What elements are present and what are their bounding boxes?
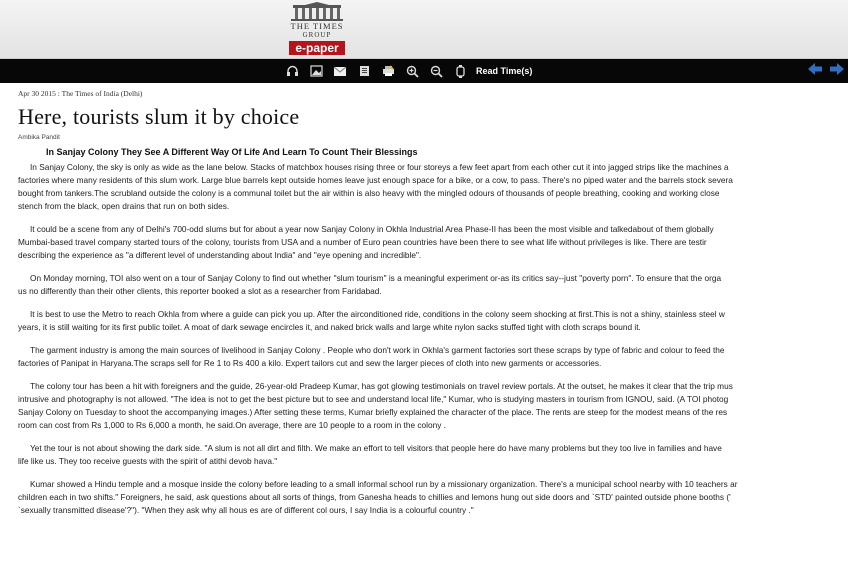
paragraph — [18, 161, 848, 213]
toolbar-icons — [280, 59, 532, 83]
text-line: The colony tour has been a hit with foreigners and the guide, 26-year-old Pradeep Kumar, has got glowing testimonials on travel review portals. At the outset, he makes it clear that the trip mus — [30, 381, 733, 391]
text-line: It could be a scene from any of Delhi's 700-odd slums but for about a year now Sanjay Colony in Okhla Industrial Area Phase-II has been the most visible and talkedabout of them globally — [30, 224, 714, 234]
zoom-out-icon[interactable] — [424, 59, 448, 83]
read-time-label: Read Time(s) — [476, 66, 533, 76]
article-body — [18, 158, 848, 517]
paragraph — [18, 272, 848, 298]
text-line: life like us. They too receive guests with the spirit of atithi devob hava." — [18, 456, 278, 466]
article-subhead: In Sanjay Colony They See A Different Way Of Life And Learn To Count Their Blessings — [46, 147, 418, 157]
print-icon[interactable] — [376, 59, 400, 83]
headphones-icon[interactable] — [280, 59, 304, 83]
text-line: room can cost from Rs 1,000 to Rs 6,000 a month, he said.On average, there are 10 people to a room in the colony . — [18, 420, 446, 430]
text-line: bought from tankers.The scrubland outside the colony is a communal toilet but the air within is also heavy with the mingled odours of thousands of people breathing, cooking and working close — [18, 188, 720, 198]
text-line: children each in two shifts." Foreigners, he said, ask questions about all sorts of things, from Ganesha heads to chillies and lemons hung out side doors and `STD' painted outside phone booths (' — [18, 492, 731, 502]
text-line: factories of Panipat in Haryana.The scraps sell for Re 1 to Rs 400 a kilo. Expert tailors cut and sew the larger pieces of cloth into new garments or accessories. — [18, 358, 602, 368]
email-icon[interactable] — [328, 59, 352, 83]
times-emblem-icon — [285, 2, 349, 22]
times-group-logo[interactable] — [282, 2, 352, 58]
epaper-badge: e-paper — [289, 41, 344, 55]
text-line: In Sanjay Colony, the sky is only as wide as the lane below. Stacks of matchbox houses rising three or four storeys a few feet apart from each other cut it into jagged strips like the machines a — [30, 162, 729, 172]
article-view — [0, 89, 848, 517]
paragraph — [18, 344, 848, 370]
app-header — [0, 0, 848, 59]
text-line: Sanjay Colony on Tuesday to shoot the accompanying images.) After setting these terms, Kumar briefly explained the character of the place. The rents are steep for the modest means of the res — [18, 407, 728, 417]
text-line: It is best to use the Metro to reach Okhla from where a guide can pick you up. After the airconditioned ride, conditions in the colony seem shocking at first.This is not a shiny, stainless steel w — [30, 309, 725, 319]
clip-icon[interactable] — [352, 59, 376, 83]
paragraph — [18, 380, 848, 432]
text-line: The garment industry is among the main sources of livelihood in Sanjay Colony . People who don't work in Okhla's garment factories sort these scraps by type of fabric and colour to feed the — [30, 345, 725, 355]
page-navigation — [808, 59, 848, 83]
brand-name: THE TIMES — [290, 21, 344, 31]
text-line: Kumar showed a Hindu temple and a mosque inside the colony before leading to a small informal school run by a missionary organization. There's a municipal school nearby with 10 teachers ar — [30, 479, 738, 489]
paragraph — [18, 308, 848, 334]
text-line: `sexually transmitted disease'?"). "When they ask why all hous es are of different col ours, I say India is a colourful country ." — [18, 505, 474, 515]
text-line: stench from the black, open drains that run on both sides. — [18, 201, 230, 211]
paragraph — [18, 442, 848, 468]
next-page-arrow-icon[interactable] — [830, 62, 844, 80]
paragraph — [18, 223, 848, 262]
reader-toolbar — [0, 59, 848, 83]
text-line: factories where many residents of this slum work. Large blue barrels kept outside homes leave just enough space for a bike, or a cow, to pass. There's no piped water and the barrels stock severa — [18, 175, 733, 185]
article-author: Ambika Pandit — [18, 134, 60, 141]
reading-mode-icon[interactable] — [448, 59, 472, 83]
text-line: Mumbai-based travel company started tours of the colony, tourists from USA and a number of Euro pean countries have been there to see what life without privileges is like. There are testir — [18, 237, 707, 247]
previous-page-arrow-icon[interactable] — [808, 62, 822, 80]
article-dateline: Apr 30 2015 : The Times of India (Delhi) — [18, 89, 143, 98]
zoom-in-icon[interactable] — [400, 59, 424, 83]
text-line: years, it is still waiting for its first public toilet. A moat of dark sewage encircles it, and naked brick walls and large white nylon sacks stuffed tight with cloth scraps bound it. — [18, 322, 641, 332]
text-line: describing the experience as "a different level of understanding about India" and "eye opening and incredible". — [18, 250, 422, 260]
text-line: Yet the tour is not about showing the dark side. "A slum is not all dirt and filth. We make an effort to tell visitors that people here do have many problems but they too live in families and have — [30, 443, 722, 453]
image-icon[interactable] — [304, 59, 328, 83]
article-headline: Here, tourists slum it by choice — [18, 104, 300, 129]
text-line: intrusive and photography is not allowed. "The idea is not to get the best picture but to see and understand local life," Kumar, who is studying masters in tourism from IGNOU, said. (A TOI photog — [18, 394, 729, 404]
text-line: us no differently than their other clients, this reporter booked a slot as a researcher from Faridabad. — [18, 286, 382, 296]
text-line: On Monday morning, TOI also went on a tour of Sanjay Colony to find out whether "slum tourism" is a meaningful experiment or-as its critics say--just "poverty porn". To ensure that the orga — [30, 273, 722, 283]
paragraph — [18, 478, 848, 517]
brand-group: GROUP — [302, 31, 332, 39]
